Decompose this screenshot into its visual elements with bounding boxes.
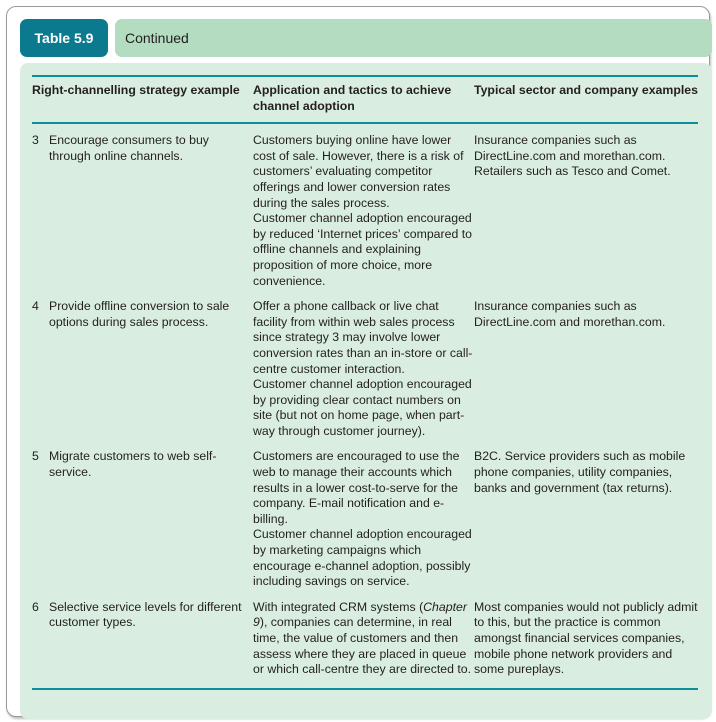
column-header-application: Application and tactics to achieve channel adoption: [253, 76, 474, 123]
row-number: 4: [32, 299, 39, 314]
strategy-cell: [32, 293, 253, 443]
strategy-text: Selective service levels for different customer types.: [49, 599, 242, 630]
application-cell: [253, 293, 474, 443]
table-row: [32, 123, 698, 293]
examples-cell: B2C. Service providers such as mobile phone companies, utility companies, banks and government (tax returns).: [474, 449, 686, 495]
table-row: [32, 293, 698, 443]
application-lead-text: With integrated CRM systems: [253, 599, 416, 614]
chapter-reference: Chapter 9: [253, 599, 467, 630]
application-cell: [253, 123, 474, 293]
table-row: [32, 594, 698, 689]
strategy-cell: [32, 443, 253, 593]
row-number: 5: [32, 449, 39, 464]
strategy-text: Encourage consumers to buy through online channels.: [49, 133, 209, 163]
table-caption-bar: [115, 19, 712, 57]
adoption-text: Customer channel adoption encouraged by providing clear contact numbers on site (but not on home page, when part-way through customer journey).: [253, 377, 472, 438]
adoption-text: Customer channel adoption encouraged by reduced ‘Internet prices’ compared to offline channels and explaining proposition of more choice, more convenience.: [253, 211, 472, 288]
strategy-table: [32, 75, 698, 690]
strategy-text: Migrate customers to web self-service.: [49, 449, 217, 480]
application-rest-text: ), companies can determine, in real time, the value of customers and then assess where they are placed in queue or which call-centre they are directed to.: [253, 615, 472, 677]
column-header-examples: Typical sector and company examples: [474, 76, 698, 123]
table-number-tab: Table 5.9: [20, 19, 108, 57]
table-panel: [20, 63, 712, 719]
row-number: 3: [32, 133, 39, 148]
application-cell: [253, 594, 474, 689]
row-number: 6: [32, 599, 39, 614]
table-header-row: [32, 76, 698, 123]
strategy-cell: [32, 594, 253, 689]
table-frame: [6, 6, 710, 717]
adoption-text: Customer channel adoption encouraged by marketing campaigns which encourage e-channel adoption, possibly including savings on service.: [253, 527, 472, 589]
application-cell: [253, 443, 474, 593]
application-paren-open: (: [419, 599, 424, 614]
column-header-strategy: Right-channelling strategy example: [32, 76, 253, 123]
strategy-text: Provide offline conversion to sale options during sales process.: [49, 299, 230, 329]
examples-cell: Insurance companies such as DirectLine.com and morethan.com.: [474, 299, 666, 329]
table-caption: Continued: [125, 30, 189, 46]
application-text: Offer a phone callback or live chat facility from within web sales process since strategy 3 may involve lower conversion rates than an in-store or call-centre customer interaction.: [253, 299, 473, 376]
examples-cell: Most companies would not publicly admit to this, but the practice is common amongst financial services companies, mobile phone network providers and some pureplays.: [474, 594, 698, 689]
application-text: Customers are encouraged to use the web to manage their accounts which results in a lower cost-to-serve for the company. E-mail notification and e-billing.: [253, 449, 460, 526]
table-row: [32, 443, 698, 593]
application-text: Customers buying online have lower cost of sale. However, there is a risk of customers’ evaluating competitor offerings and lower conversion rates during the sales process.: [253, 133, 464, 210]
examples-cell: Insurance companies such as DirectLine.com and morethan.com. Retailers such as Tesco and Comet.: [474, 133, 671, 179]
strategy-cell: [32, 123, 253, 293]
